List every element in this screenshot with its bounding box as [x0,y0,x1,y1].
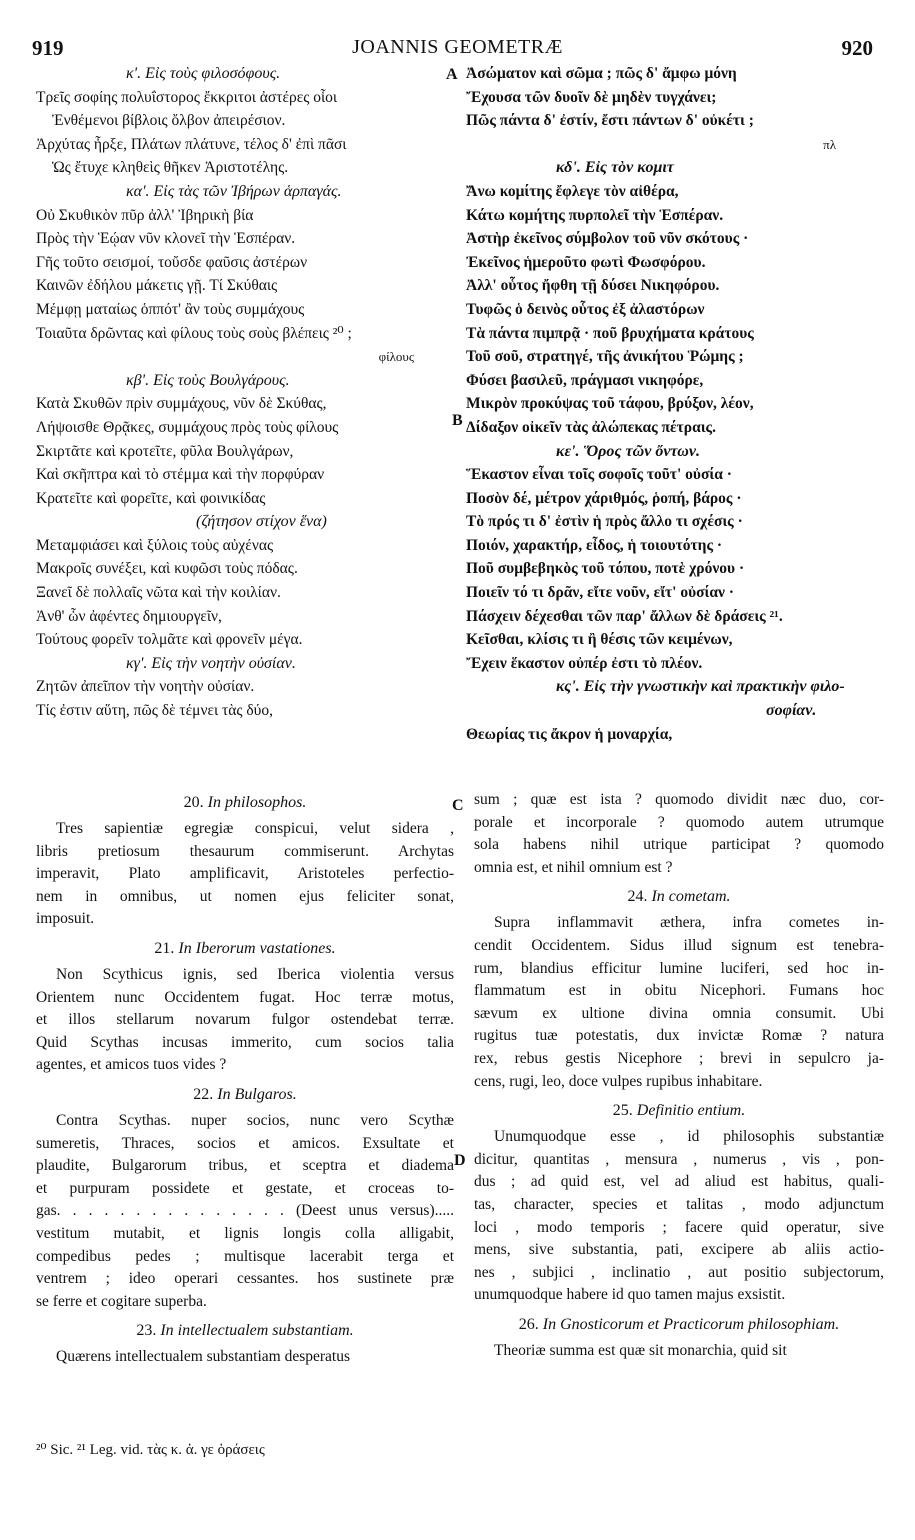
translation-paragraph [474,1126,884,1307]
verse-line: Ἔχειν ἕκαστον οὐπέρ ἐστι τὸ πλέον. [466,654,703,672]
text-line: Unumquodque esse , id philosophis substantiæ [494,1128,884,1146]
section-heading [474,1313,884,1336]
latin-column-left [36,789,454,1375]
text-line: mens, sive substantia, pati, excipere ab aliis actio- [474,1241,884,1259]
verse-line: Δίδαξον οἰκεῖν τὰς ἀλώπεκας πέτραις. [466,418,716,436]
latin-column-right [474,789,884,1368]
verse-line: Λήψοισθε Θρᾷκες, συμμάχους πρὸς τοὺς φίλους [36,418,339,436]
verse-line: Τρεῖς σοφίης πολυΐστορος ἔκκριτοι ἀστέρες οἷοι [36,88,338,106]
text-line: Orientem nunc Occidentem fugat. Hoc terræ motus, [36,988,454,1006]
verse-line: Καινῶν ἐδήλου μάκετις γῇ. Τί Σκύθαις [36,277,278,295]
verse-line: Ἀνθ' ὧν ἀφέντες δημιουργεῖν, [36,607,222,625]
verse-line: Κρατεῖτε καὶ φορεῖτε, καὶ φοινικίδας [36,489,266,507]
verse-line: Τίς ἐστιν αὕτη, πῶς δὲ τέμνει τὰς δύο, [36,702,273,720]
verse-line: Πάσχειν δέχεσθαι τῶν παρ' ἄλλων δὲ δράσεις ²¹. [466,607,783,625]
text-line: flammatum est in obitu Nicephori. Fumans hoc [474,982,884,1000]
text-line: rum, blandius efficitur lumine luciferi, sed hoc in- [474,959,884,977]
running-head [0,36,915,60]
verse-line: Ποῦ συμβεβηκὸς τοῦ τόπου, ποτὲ χρόνου · [466,560,745,578]
verse-line: Οὐ Σκυθικὸν πῦρ ἀλλ' Ἰβηρικὴ βία [36,206,254,224]
text-line: Contra Scythas. nuper socios, nunc vero Scythæ [56,1111,454,1129]
text-line: porale et incorporale ? quomodo autem utrumque [474,813,884,831]
section-title: In intellectualem substantiam. [160,1322,354,1340]
text-line: Tres sapientiæ egregiæ conspicui, velut sidera , [56,820,454,837]
text-line: Non Scythicus ignis, sed Iberica violentia versus [56,965,454,983]
section-title: In cometam. [651,888,731,906]
text-line: vestitum mutabit, et lignis longis colla alligabit, [36,1224,454,1242]
text-line: se ferre et cogitare superba. [36,1292,207,1310]
text-line: imperavit, Plato amplificavit, Aristoteles perfectio- [36,865,454,883]
section-heading [36,1319,454,1342]
verse-line: Ἐνθέμενοι βίβλοις ὄλβον ἀπειρέσιον. [52,112,286,130]
verse-line: Τούτους φορεῖν τολμᾶτε καὶ φρονεῖν μέγα. [36,631,303,649]
verse-line: Μακροῖς συνέξει, καὶ κυφῶσι τοὺς πόδας. [36,560,298,578]
margin-marker-b: B [452,412,463,429]
section-title: In philosophos. [207,794,307,811]
text-line: sola habens nihil utrique participat ? quomodo [474,836,884,854]
verse-line: Θεωρίας τις ἄκρον ἡ μοναρχία, [466,725,673,743]
poem-title: κδ'. Εἰς τὸν κομιτ [556,159,674,177]
translation-paragraph [474,912,884,1093]
section-number: 23. [136,1322,161,1340]
poem-title: κε'. Ὅρος τῶν ὄντων. [556,442,700,460]
poem-title: κβ'. Εἰς τοὺς Βουλγάρους. [126,371,290,389]
verse-line: Ποιεῖν τό τι δρᾶν, εἴτε νοῦν, εἴτ' οὐσίαν · [466,584,734,602]
greek-column-left [36,62,454,723]
verse-line: Κάτω κομήτης πυρπολεῖ τὴν Ἑσπέραν. [466,206,724,224]
verse-line: Μεταμφιάσει καὶ ξύλοις τοὺς αὐχένας [36,536,274,554]
editorial-note: (ζήτησον στίχον ἕνα) [196,513,327,531]
verse-line: Τυφῶς ὁ δεινὸς οὗτος ἐξ ἀλαστόρων [466,300,705,318]
section-heading [36,791,454,814]
verse-line: Ἔχουσα τῶν δυοῖν δὲ μηδὲν τυγχάνει; [466,88,717,106]
translation-paragraph [474,1340,884,1363]
greek-column-right [466,62,876,746]
page-number-right: 920 [841,36,873,60]
verse-line: Ξανεῖ δὲ πολλαῖς νῶτα καὶ τὴν κοιλίαν. [36,584,281,602]
verse-line: Ἐκεῖνος ἡμεροῦτο φωτὶ Φωσφόρου. [466,253,706,271]
section-heading [474,885,884,908]
section-title: In Iberorum vastationes. [178,939,336,957]
text-line: sævum ex ultione divina omnia consumit. Ubi [474,1004,884,1022]
verse-line: Ποσὸν δέ, μέτρον χάριθμός, ῥοπή, βάρος · [466,489,742,507]
verse-line: Ποιόν, χαρακτήρ, εἶδος, ἡ τοιουτότης · [466,536,723,554]
section-heading [36,1083,454,1106]
verse-line: Ἕκαστον εἶναι τοῖς σοφοῖς τοῦτ' οὐσία · [466,466,732,484]
section-number: 20. [183,794,208,811]
margin-marker-d: D [454,1152,466,1169]
verse-line: Καὶ σκῆπτρα καὶ τὸ στέμμα καὶ τὴν πορφύραν [36,466,325,484]
verse-line: Γῆς τοῦτο σεισμοί, τοὔσδε φαῦσις ἀστέρων [36,253,308,271]
text-line: compedibus pedes ; multisque lacerabit terga et [36,1247,454,1265]
verse-line: Ἀρχύτας ἦρξε, Πλάτων πλάτυνε, τέλος δ' ἐπὶ πᾶσι [36,135,347,153]
poem-title: κγ'. Εἰς τὴν νοητὴν οὐσίαν. [126,654,296,672]
text-line: rugitus tuæ potestatis, dux invictæ Romæ ? natura [474,1027,884,1045]
marginal-gloss: φίλους [378,349,414,365]
section-heading [474,1099,884,1122]
text-line: tas, character, species et talitas , modo adjunctum [474,1195,884,1213]
text-line: agentes, et amicos tuos vides ? [36,1056,227,1074]
section-title: Definitio entium. [636,1102,746,1120]
text-line: Quid Scythas incusas immerito, cum socios talia [36,1033,454,1051]
verse-line: Πρὸς τὴν Ἑῴαν νῦν κλονεῖ τὴν Ἑσπέραν. [36,230,296,248]
verse-line: Τὸ πρός τι δ' ἐστὶν ἡ πρὸς ἄλλο τι σχέσις · [466,513,743,531]
verse-line: Τοῦ σοῦ, στρατηγέ, τῆς ἀνικήτου Ῥώμης ; [466,348,744,366]
verse-line: Πῶς πάντα δ' ἐστίν, ἔστι πάντων δ' οὐκέτι ; [466,112,754,130]
marginal-gloss: πλ [823,136,836,152]
text-line: ventrem ; ideo operari cessantes. hos sustinete præ [36,1270,454,1288]
translation-paragraph [36,818,454,931]
verse-line: Ἀστὴρ ἐκεῖνος σύμβολον τοῦ νῦν σκότους · [466,230,749,248]
text-line: et purpuram possidete et gestate, et croceas to- [36,1179,454,1197]
text-line: sum ; quæ est ista ? quomodo dividit næc duo, cor- [474,791,884,808]
text-line: gas. . . . . . . . . . . . . . . (Deest unus versus)..... [36,1202,454,1220]
section-title: In Gnosticorum et Practicorum philosophiam. [542,1315,840,1333]
text-line: Theoriæ summa est quæ sit monarchia, quid sit [494,1341,787,1359]
section-number: 24. [627,888,652,906]
verse-line: Ἄνω κομίτης ἔφλεγε τὸν αἰθέρα, [466,182,679,200]
translation-paragraph [36,964,454,1077]
translation-paragraph [36,1346,454,1369]
verse-line: Κεῖσθαι, κλίσις τι ἢ θέσις τῶν κειμένων, [466,631,733,649]
verse-line: Ἀσώματον καὶ σῶμα ; πῶς δ' ἄμφω μόνη [466,65,737,82]
section-number: 21. [154,939,179,957]
text-line: Supra inflammavit æthera, infra cometes in- [494,914,884,932]
text-line: cens, rugi, leo, doce vulpes rupibus inhabitare. [474,1072,763,1090]
poem-title: σοφίαν. [766,702,817,720]
text-line: nem in omnibus, ut nomen ejus feliciter sonat, [36,887,454,905]
text-line: loci , modo temporis ; facere quid operatur, sive [474,1218,884,1236]
margin-marker-a: A [446,66,458,83]
text-line: sumeretis, Thraces, socios et amicos. Exsultate et [36,1134,454,1152]
margin-marker-c: C [452,797,464,814]
verse-line: Φύσει βασιλεῦ, πράγμασι νικηφόρε, [466,371,704,389]
verse-line: Τὰ πάντα πιμπρᾷ · ποῦ βρυχήματα κράτους [466,324,754,342]
verse-line: Ὡς ἔτυχε κληθεὶς θῆκεν Ἀριστοτέλης. [52,159,289,177]
section-title: In Bulgaros. [217,1085,297,1103]
text-line: cendit Occidentem. Sidus illud signum est tenebra- [474,936,884,954]
text-line: Quærens intellectualem substantiam desperatus [56,1348,350,1366]
section-number: 22. [193,1085,218,1103]
footnotes: ²⁰ Sic. ²¹ Leg. vid. τὰς κ. ἀ. γε ὁράσεις [36,1442,265,1458]
text-line: dus ; ad quid est, vel ad aliud est habitus, quali- [474,1173,884,1191]
translation-paragraph [36,1110,454,1313]
text-line: imposuit. [36,910,95,928]
page-number-left: 919 [32,36,64,60]
verse-line: Σκιρτᾶτε καὶ κροτεῖτε, φῦλα Βουλγάρων, [36,442,294,460]
text-line: rex, rebus gestis Nicephore ; brevi in sepulcro ja- [474,1049,884,1067]
verse-line: Ζητῶν ἀπεῖπον τὴν νοητὴν οὐσίαν. [36,678,255,696]
poem-title: κ'. Εἰς τοὺς φιλοσόφους. [126,65,281,82]
text-line: et illos stellarum novarum fulgor ostendebat terræ. [36,1011,454,1029]
text-line: plaudite, Bulgarorum tribus, et sceptra et diadema [36,1157,454,1175]
text-line: omnia est, et nihil omnium est ? [474,858,673,876]
text-line: unumquodque habere id quo tamen majus exsistit. [474,1286,786,1304]
text-line: nes , subjici , inclinatio , aut positio subjectorum, [474,1263,884,1281]
text-line: dicitur, quantitas , mensura , numerus , vis , pon- [474,1150,884,1168]
poem-title: κα'. Εἰς τὰς τῶν Ἰβήρων ἁρπαγάς. [126,182,342,200]
page-title: JOANNIS GEOMETRÆ [352,36,563,58]
verse-line: Μέμφῃ ματαίως ὁππότ' ἂν τοὺς συμμάχους [36,300,305,318]
verse-line: Κατὰ Σκυθῶν πρὶν συμμάχους, νῦν δὲ Σκύθας, [36,395,327,413]
verse-line: Μικρὸν προκύψας τοῦ τάφου, βρύξον, λέον, [466,395,754,413]
verse-line: Τοιαῦτα δρῶντας καὶ φίλους τοὺς σοὺς βλέπεις ²⁰ ; [36,324,352,342]
verse-line: Ἀλλ' οὗτος ἤφθη τῇ δύσει Νικηφόρου. [466,277,720,295]
translation-paragraph [474,789,884,879]
section-heading [36,937,454,960]
section-number: 25. [612,1102,637,1120]
poem-title: κς'. Εἰς τὴν γνωστικὴν καὶ πρακτικὴν φιλο- [556,678,845,696]
text-line: libris pretiosum thesaurum commiserunt. Archytas [36,842,454,860]
section-number: 26. [518,1315,543,1333]
